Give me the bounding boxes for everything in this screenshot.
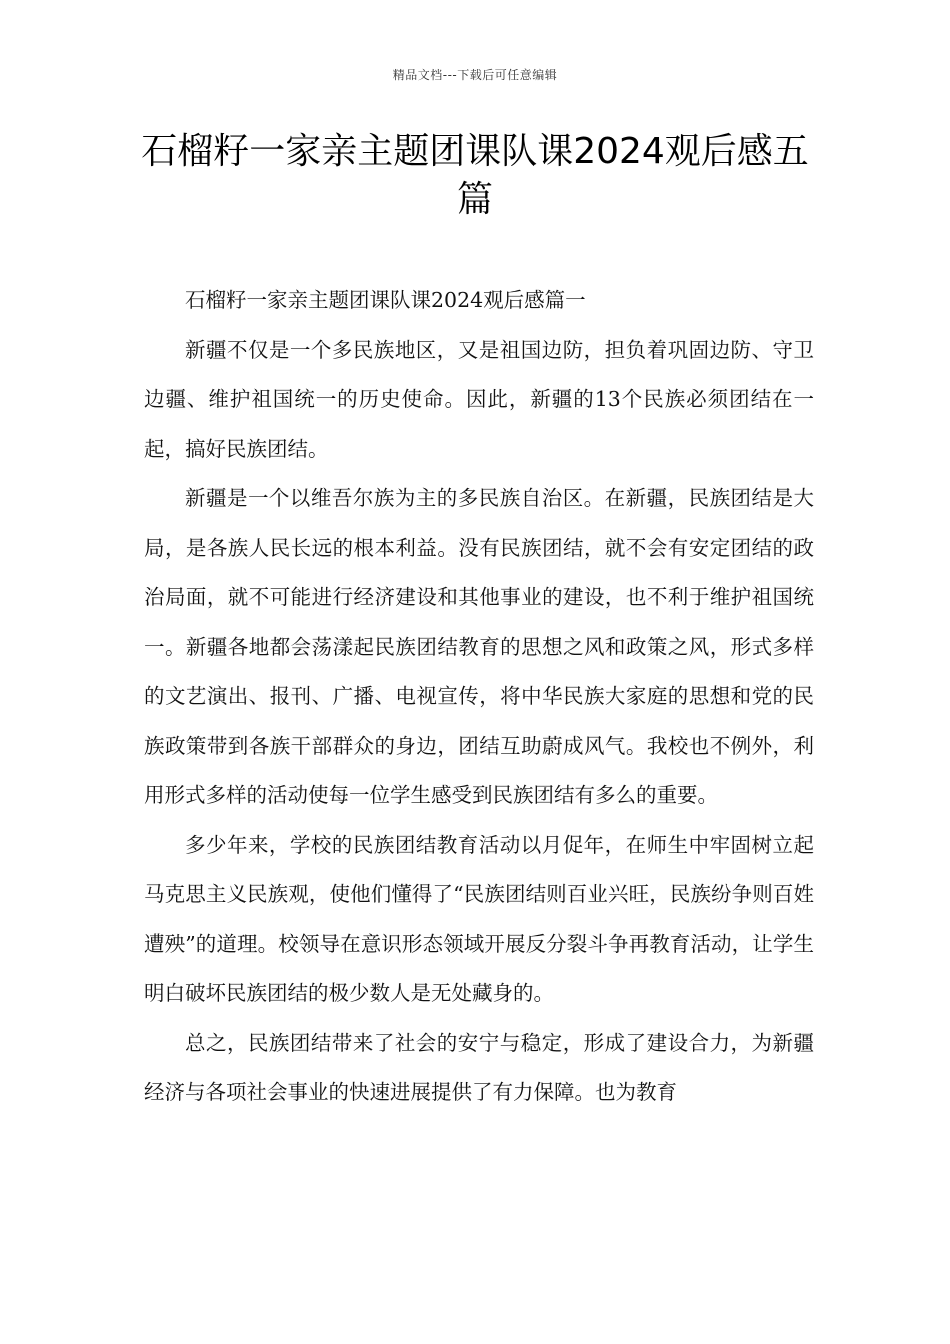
paragraph: 新疆不仅是一个多民族地区，又是祖国边防，担负着巩固边防、守卫边疆、维护祖国统一的历史使命。因此，新疆的13个民族必须团结在一起，搞好民族团结。 xyxy=(144,337,814,461)
paragraph: 总之，民族团结带来了社会的安宁与稳定，形成了建设合力，为新疆经济与各项社会事业的快速进展提供了有力保障。也为教育 xyxy=(144,1030,814,1104)
document-body xyxy=(144,276,814,1118)
section-heading: 石榴籽一家亲主题团课队课2024观后感篇一 xyxy=(185,288,586,312)
paragraph: 多少年来，学校的民族团结教育活动以月促年，在师生中牢固树立起马克思主义民族观，使他们懂得了“民族团结则百业兴旺，民族纷争则百姓遭殃”的道理。校领导在意识形态领域开展反分裂斗争再教育活动，让学生明白破坏民族团结的极少数人是无处藏身的。 xyxy=(144,832,814,1005)
header-note: 精品文档---下载后可任意编辑 xyxy=(392,68,558,82)
document-title: 石榴籽一家亲主题团课队课2024观后感五篇 xyxy=(141,131,809,220)
paragraph: 新疆是一个以维吾尔族为主的多民族自治区。在新疆，民族团结是大局，是各族人民长远的根本利益。没有民族团结，就不会有安定团结的政治局面，就不可能进行经济建设和其他事业的建设，也不利于维护祖国统一。新疆各地都会荡漾起民族团结教育的思想之风和政策之风，形式多样的文艺演出、报刊、广播、电视宣传，将中华民族大家庭的思想和党的民族政策带到各族干部群众的身边，团结互助蔚成风气。我校也不例外，利用形式多样的活动使每一位学生感受到民族团结有多么的重要。 xyxy=(144,486,814,807)
